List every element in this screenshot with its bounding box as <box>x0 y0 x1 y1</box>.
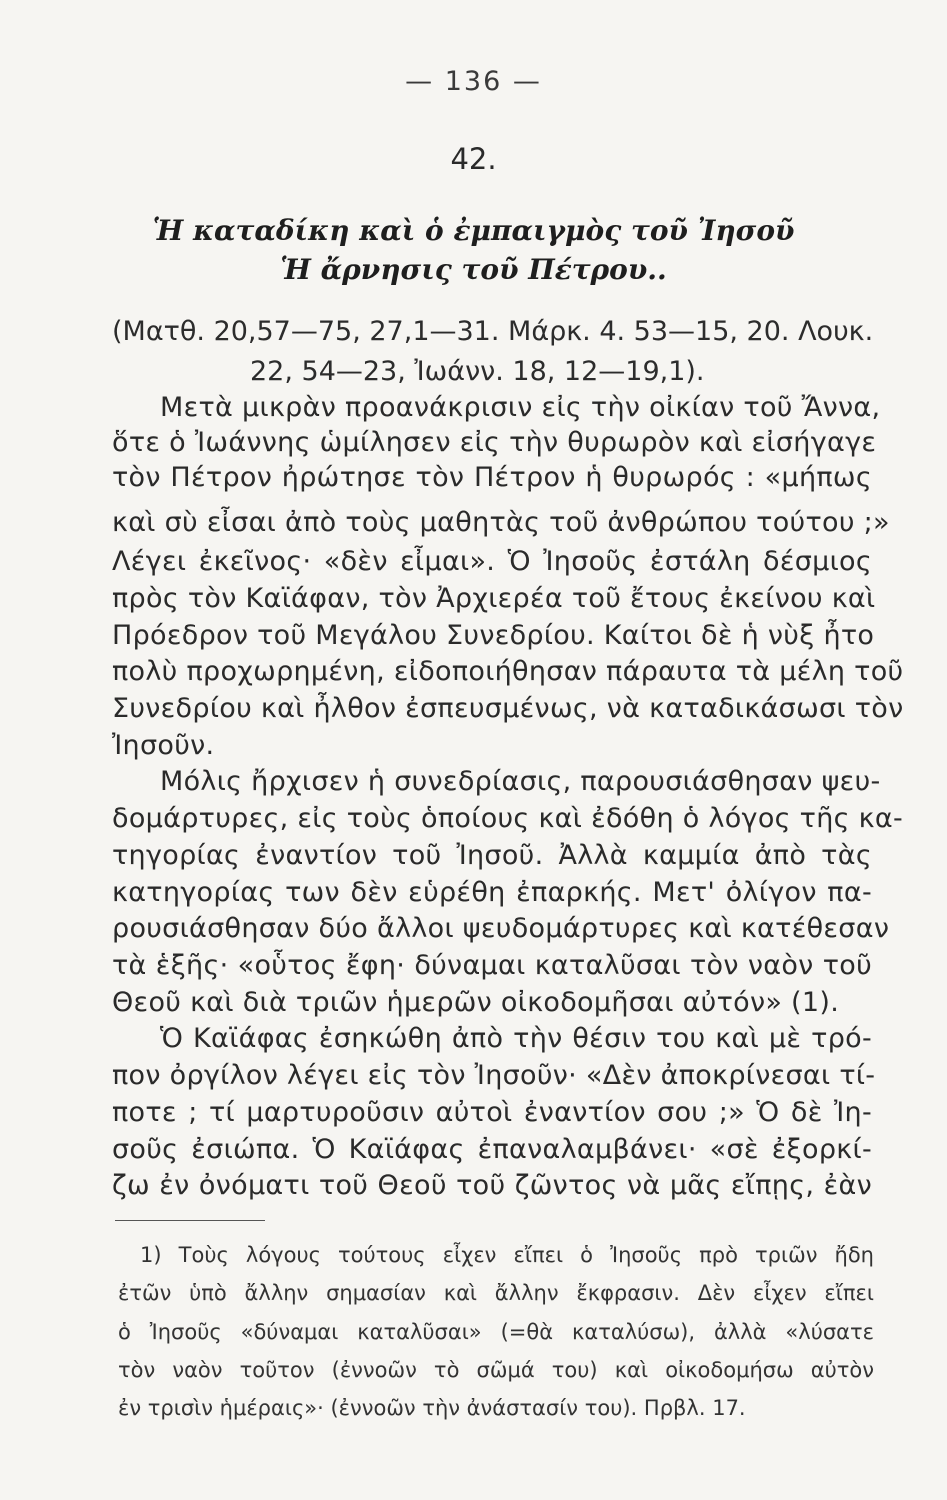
chapter-title-line-1: Ἡ καταδίκη καὶ ὁ ἐμπαιγμὸς τοῦ Ἰησοῦ <box>152 214 795 247</box>
body-line: Ἰησοῦν. <box>112 730 215 761</box>
footnote-line: ἐν τρισὶν ἡμέραις»· (ἐννοῶν τὴν ἀνάστασίν του). Πρβλ. 17. <box>118 1396 746 1420</box>
body-line: τὸν Πέτρον ἠρώτησε τὸν Πέτρον ἡ θυρωρός : «μήπως <box>112 462 872 493</box>
body-line: Μετὰ μικρὰν προανάκρισιν εἰς τὴν οἰκίαν τοῦ Ἄννα, <box>160 392 881 423</box>
scripture-references-line-1: (Ματθ. 20,57—75, 27,1—31. Μάρκ. 4. 53—15, 20. Λουκ. <box>112 316 874 347</box>
body-line: σοῦς ἐσιώπα. Ὁ Καϊάφας ἐπαναλαμβάνει· «σὲ ἐξορκί- <box>112 1134 872 1165</box>
page-number: — 136 — <box>405 66 542 97</box>
body-line: καὶ σὺ εἶσαι ἀπὸ τοὺς μαθητὰς τοῦ ἀνθρώπου τούτου ;» <box>112 507 890 538</box>
body-line: Μόλις ἤρχισεν ἡ συνεδρίασις, παρουσιάσθησαν ψευ- <box>160 766 881 797</box>
body-line: Ὁ Καϊάφας ἐσηκώθη ἀπὸ τὴν θέσιν του καὶ μὲ τρό- <box>160 1023 872 1054</box>
body-line: ρουσιάσθησαν δύο ἄλλοι ψευδομάρτυρες καὶ κατέθεσαν <box>112 913 890 944</box>
chapter-title-line-2: Ἡ ἄρνησις τοῦ Πέτρου.. <box>280 253 667 286</box>
body-line: ποτε ; τί μαρτυροῦσιν αὐτοὶ ἐναντίον σου ;» Ὁ δὲ Ἰη- <box>112 1097 872 1128</box>
body-line: κατηγορίας των δὲν εὑρέθη ἐπαρκής. Μετ' ὀλίγον πα- <box>112 877 872 908</box>
body-line: Συνεδρίου καὶ ἦλθον ἐσπευσμένως, νὰ καταδικάσωσι τὸν <box>112 693 904 724</box>
chapter-number: 42. <box>450 142 497 176</box>
body-line: Λέγει ἐκεῖνος· «δὲν εἶμαι». Ὁ Ἰησοῦς ἐστάλη δέσμιος <box>112 546 872 577</box>
body-line: δομάρτυρες, εἰς τοὺς ὁποίους καὶ ἐδόθη ὁ λόγος τῆς κα- <box>112 803 904 834</box>
body-line: ζω ἐν ὀνόματι τοῦ Θεοῦ τοῦ ζῶντος νὰ μᾶς εἴπῃς, ἐὰν <box>112 1170 872 1201</box>
footnote-line: ἐτῶν ὑπὸ ἄλλην σημασίαν καὶ ἄλλην ἔκφρασιν. Δὲν εἶχεν εἴπει <box>118 1281 874 1305</box>
footnote-line: 1) Τοὺς λόγους τούτους εἶχεν εἴπει ὁ Ἰησοῦς πρὸ τριῶν ἤδη <box>140 1243 874 1267</box>
body-line: πολὺ προχωρημένη, εἰδοποιήθησαν πάραυτα τὰ μέλη τοῦ <box>112 656 904 687</box>
body-line: τὰ ἑξῆς· «οὗτος ἔφη· δύναμαι καταλῦσαι τὸν ναὸν τοῦ <box>112 950 872 981</box>
footnote-line: τὸν ναὸν τοῦτον (ἐννοῶν τὸ σῶμά του) καὶ οἰκοδομήσω αὐτὸν <box>118 1358 874 1382</box>
body-line: πρὸς τὸν Καϊάφαν, τὸν Ἀρχιερέα τοῦ ἔτους ἐκείνου καὶ <box>112 583 876 614</box>
body-line: πον ὀργίλον λέγει εἰς τὸν Ἰησοῦν· «Δὲν ἀποκρίνεσαι τί- <box>112 1060 876 1091</box>
body-line: τηγορίας ἐναντίον τοῦ Ἰησοῦ. Ἀλλὰ καμμία ἀπὸ τὰς <box>112 840 872 871</box>
body-line: Πρόεδρον τοῦ Μεγάλου Συνεδρίου. Καίτοι δὲ ἡ νὺξ ἦτο <box>112 620 875 651</box>
footnote-line: ὁ Ἰησοῦς «δύναμαι καταλῦσαι» (=θὰ καταλύσω), ἀλλὰ «λύσατε <box>118 1320 874 1344</box>
body-line: Θεοῦ καὶ διὰ τριῶν ἡμερῶν οἰκοδομῆσαι αὐτόν» (1). <box>112 987 840 1018</box>
footnote-divider <box>115 1220 265 1221</box>
scripture-references-line-2: 22, 54—23, Ἰωάνν. 18, 12—19,1). <box>250 356 705 387</box>
body-line: ὅτε ὁ Ἰωάννης ὡμίλησεν εἰς τὴν θυρωρὸν καὶ εἰσήγαγε <box>112 427 877 458</box>
